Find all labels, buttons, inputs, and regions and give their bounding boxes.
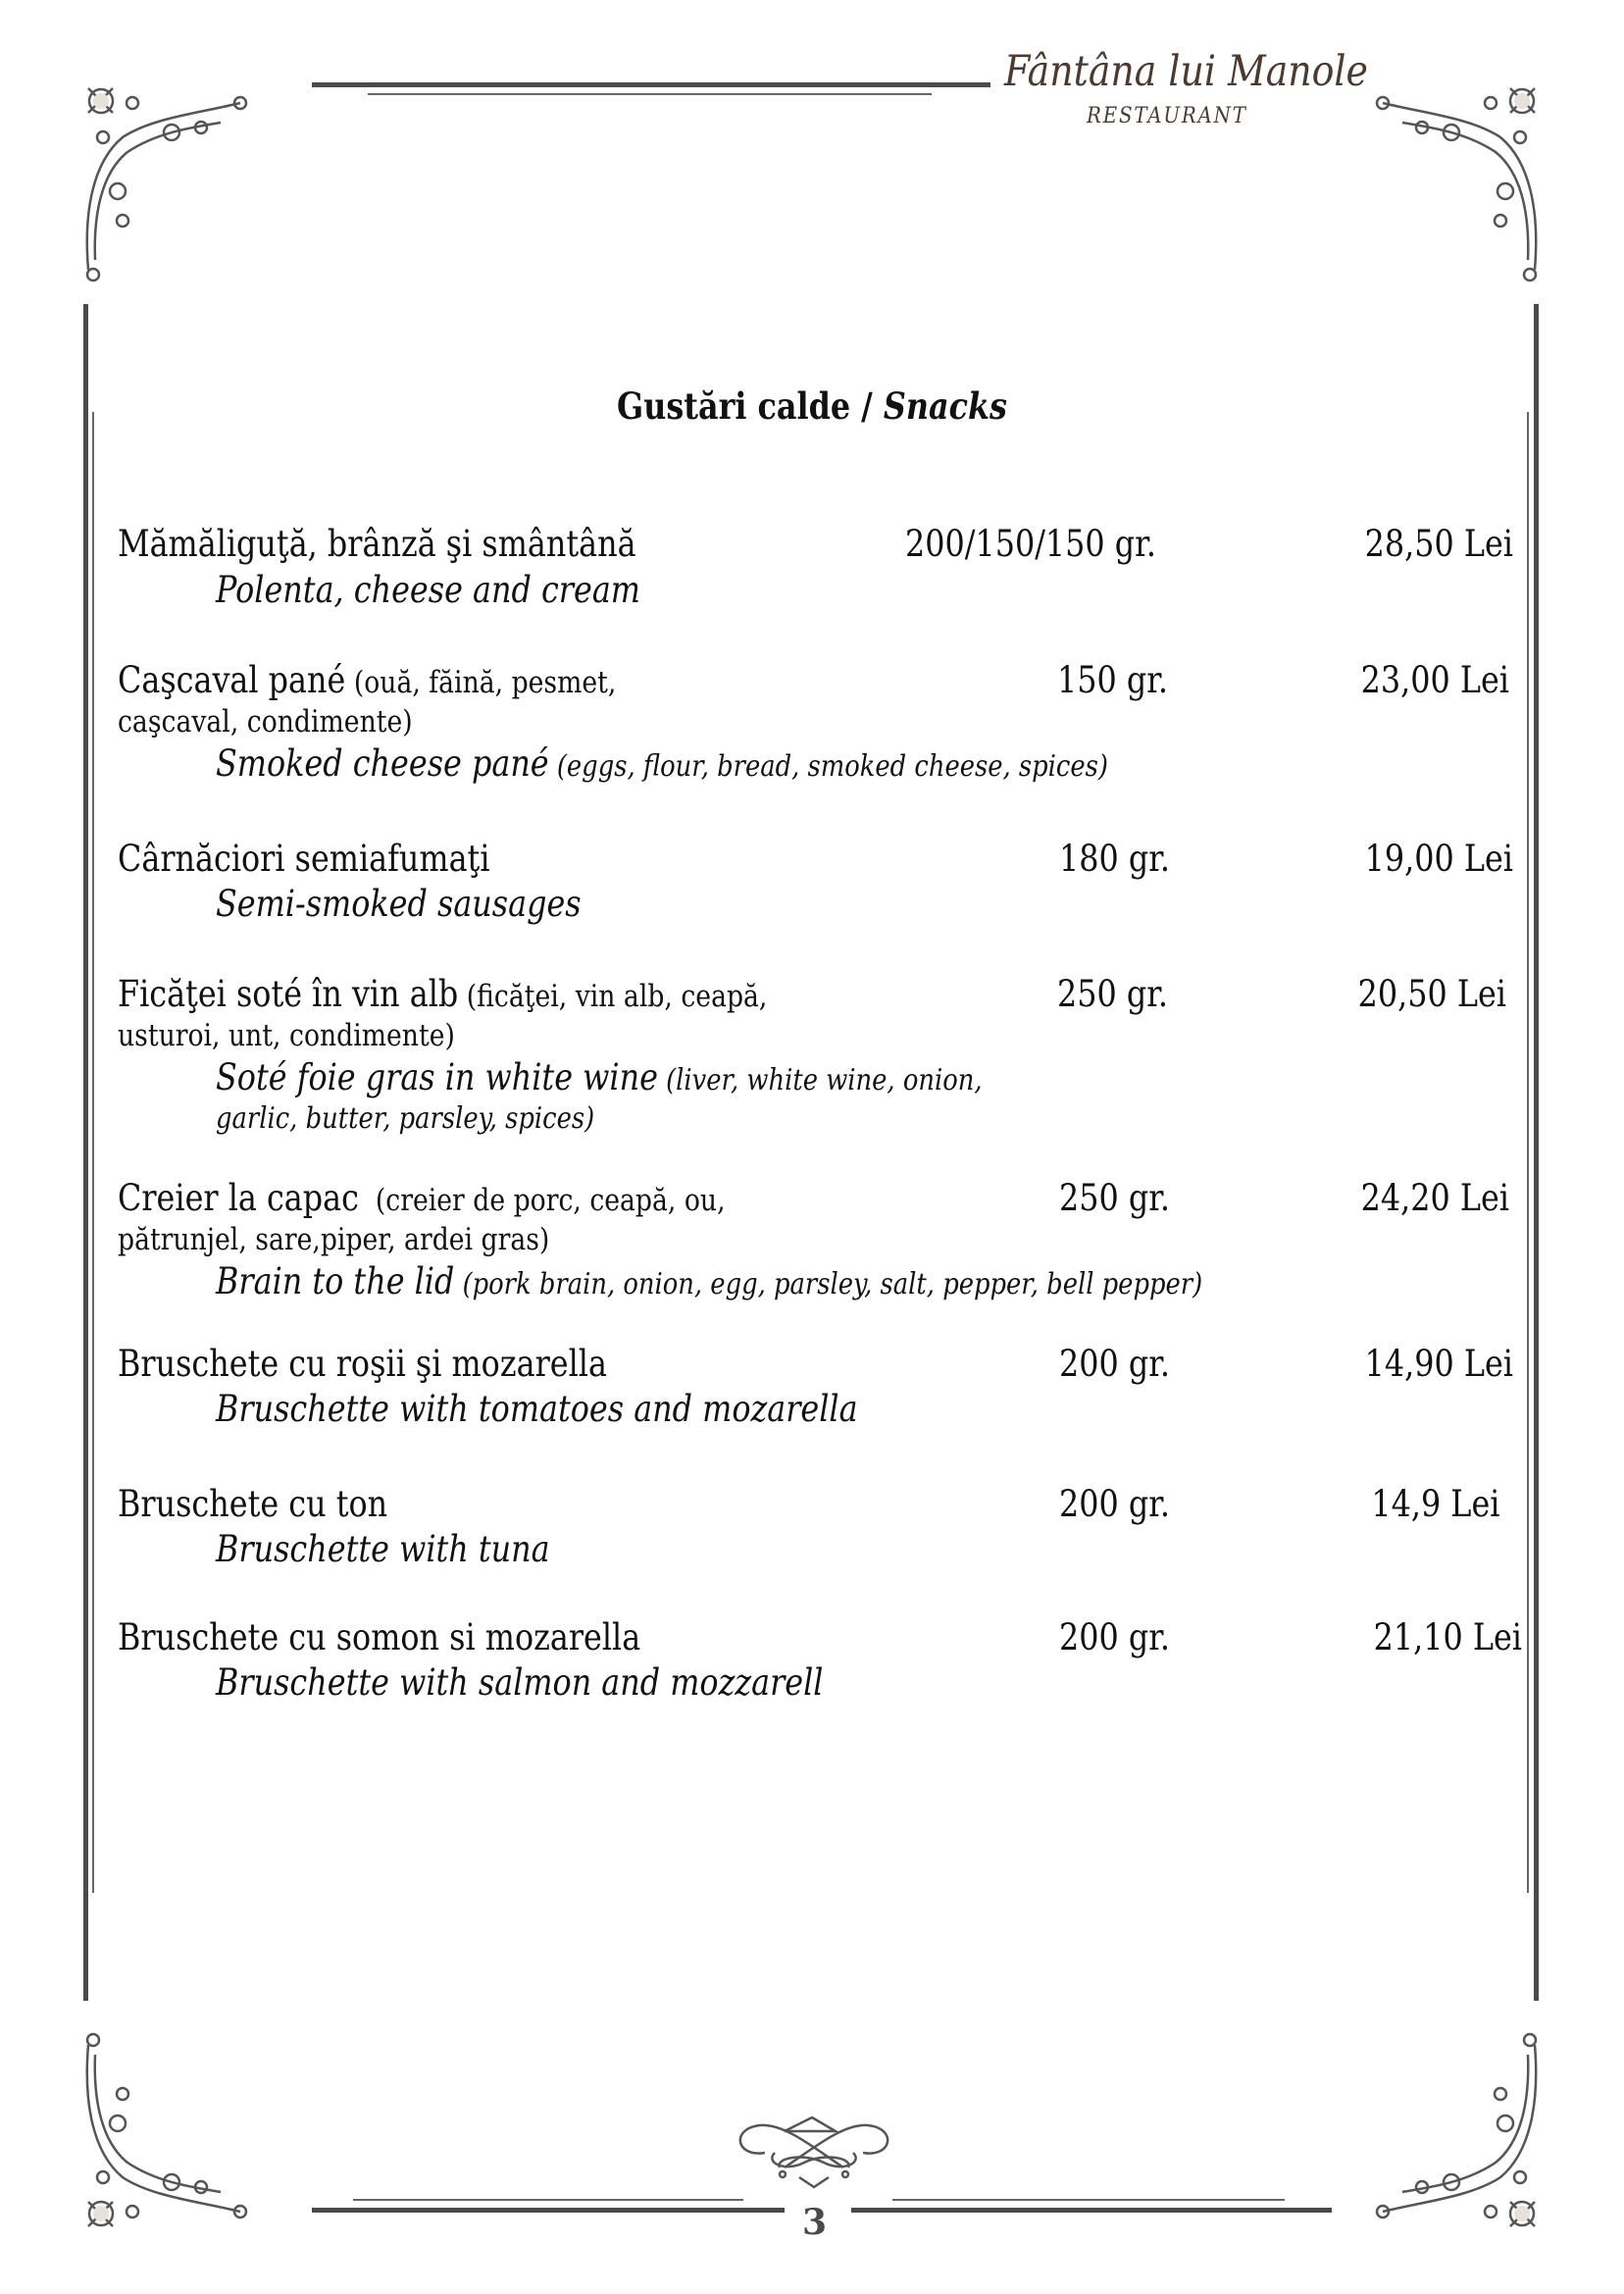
bottom-rule-right-thin (892, 2199, 1285, 2201)
item-name-en: Soté foie gras in white wine (216, 1056, 658, 1098)
item-name-en: Polenta, cheese and cream (216, 569, 640, 611)
item-name-ro: Bruschete cu ton (118, 1483, 388, 1525)
item-price: 21,10 Lei (1373, 1616, 1522, 1658)
item-weight: 200/150/150 gr. (905, 523, 1156, 565)
section-title (114, 384, 1510, 428)
item-name-ro-line (118, 1177, 726, 1219)
corner-ornament-bottom-left-icon (74, 2025, 250, 2241)
item-name-ro: Caşcaval pané (118, 659, 346, 701)
right-border-thick (1534, 304, 1539, 2001)
restaurant-logo-subtitle: RESTAURANT (1087, 104, 1247, 128)
restaurant-logo-name: Fântâna lui Manole (1004, 47, 1368, 96)
item-weight: 180 gr. (1059, 838, 1171, 880)
item-name-ro: Bruschete cu somon si mozarella (118, 1616, 641, 1658)
item-name-ro-line (118, 973, 767, 1015)
item-name-en: Semi-smoked sausages (216, 883, 582, 925)
item-name-en-line (216, 742, 1108, 785)
item-ingredients-ro: (ouă, făină, pesmet, (345, 665, 617, 700)
item-name-en: Bruschette with tomatoes and mozarella (216, 1388, 858, 1430)
item-name-ro: Ficăţei soté în vin alb (118, 973, 459, 1015)
item-ingredients-ro-cont: caşcaval, condimente) (118, 704, 413, 739)
item-price: 14,90 Lei (1364, 1343, 1513, 1385)
page-number: 3 (802, 2202, 828, 2243)
corner-ornament-top-left-icon (74, 74, 250, 289)
item-weight: 150 gr. (1057, 659, 1169, 701)
bottom-rule-right-thick (851, 2208, 1332, 2213)
item-weight: 200 gr. (1059, 1616, 1171, 1658)
item-name-ro: Cârnăciori semiafumaţi (118, 838, 490, 880)
item-price: 23,00 Lei (1360, 659, 1509, 701)
item-name-ro-line (118, 659, 616, 701)
item-ingredients-ro-cont: usturoi, unt, condimente) (118, 1018, 455, 1053)
item-ingredients-ro: (ficăţei, vin alb, ceapă, (458, 979, 768, 1014)
item-ingredients-en-cont: garlic, butter, parsley, spices) (216, 1101, 595, 1136)
item-name-ro: Bruschete cu roşii şi mozarella (118, 1343, 607, 1385)
item-ingredients-en: (eggs, flour, bread, smoked cheese, spices) (548, 749, 1108, 784)
item-name-en-line (216, 1260, 1202, 1302)
item-name-ro: Creier la capac (118, 1177, 359, 1219)
item-name-en: Bruschette with tuna (216, 1528, 550, 1570)
item-weight: 200 gr. (1059, 1343, 1171, 1385)
item-weight: 250 gr. (1057, 973, 1169, 1015)
item-ingredients-ro-cont: pătrunjel, sare,piper, ardei gras) (118, 1222, 550, 1257)
left-border-thin (92, 412, 94, 1893)
section-title-ro: Gustări calde / (617, 384, 884, 428)
left-border-thick (83, 304, 88, 2001)
item-name-en-line (216, 1056, 983, 1098)
top-rule-thick (312, 82, 990, 87)
item-name-en: Bruschette with salmon and mozzarell (216, 1661, 824, 1704)
corner-ornament-bottom-right-icon (1373, 2025, 1549, 2241)
top-rule-thin (368, 93, 932, 95)
item-name-en: Brain to the lid (216, 1260, 455, 1302)
item-price: 20,50 Lei (1357, 973, 1506, 1015)
item-name-en: Smoked cheese pané (216, 742, 549, 785)
section-title-en: Snacks (883, 384, 1007, 428)
bottom-rule-left-thick (312, 2208, 785, 2213)
item-price: 24,20 Lei (1360, 1177, 1509, 1219)
item-price: 28,50 Lei (1364, 523, 1513, 565)
item-price: 19,00 Lei (1364, 838, 1513, 880)
item-ingredients-ro: (creier de porc, ceapă, ou, (358, 1183, 726, 1218)
item-price: 14,9 Lei (1370, 1483, 1499, 1525)
item-weight: 200 gr. (1059, 1483, 1171, 1525)
bottom-rule-left-thin (353, 2199, 743, 2201)
corner-ornament-top-right-icon (1373, 74, 1549, 289)
item-name-ro: Mămăliguţă, brânză şi smântână (118, 523, 636, 565)
item-ingredients-en: (pork brain, onion, egg, parsley, salt, pepper, bell pepper) (454, 1267, 1203, 1301)
right-border-thin (1527, 412, 1529, 1893)
item-weight: 250 gr. (1059, 1177, 1171, 1219)
footer-flourish-icon (726, 2114, 902, 2192)
item-ingredients-en: (liver, white wine, onion, (657, 1063, 983, 1097)
